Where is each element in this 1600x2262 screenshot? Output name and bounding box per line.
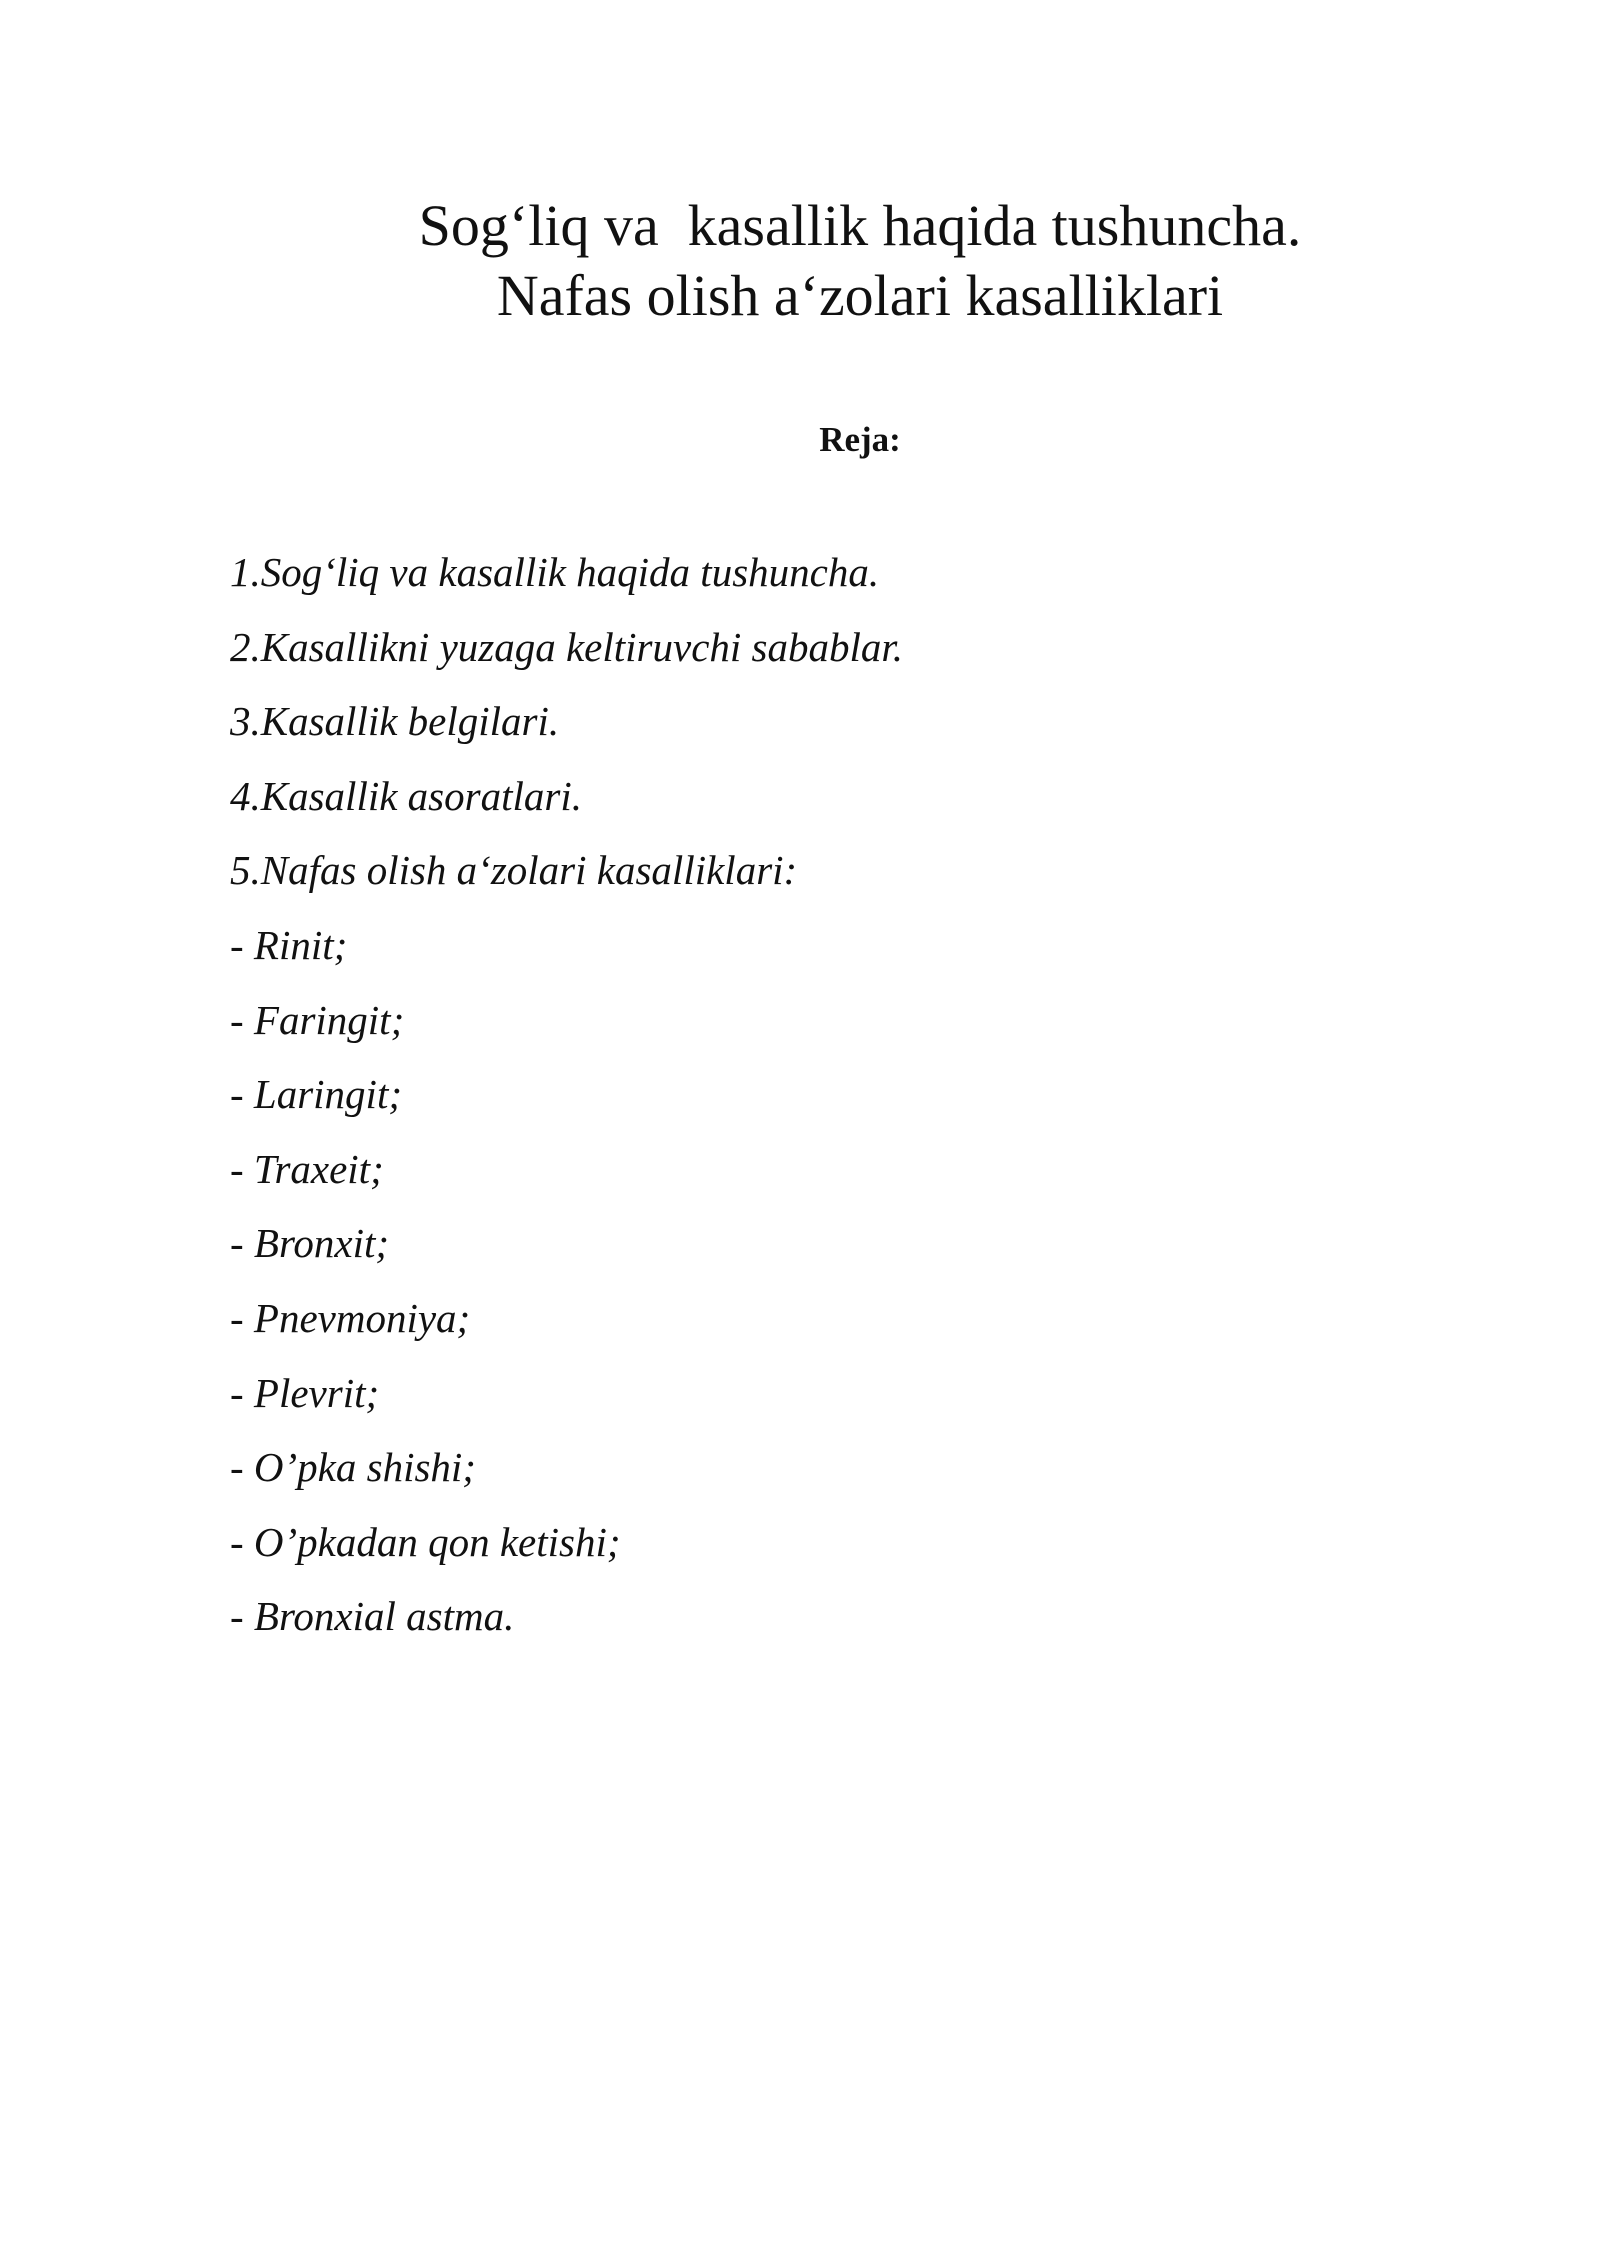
plan-subitem-opkadan-qon-ketishi: - O’pkadan qon ketishi;: [230, 1518, 621, 1565]
plan-item-4: 4.Kasallik asoratlari.: [230, 772, 582, 819]
plan-subitem-rinit: - Rinit;: [230, 921, 348, 968]
plan-subitem-bronxit: - Bronxit;: [230, 1220, 390, 1267]
plan-item-1: 1.Sog‘liq va kasallik haqida tushuncha.: [230, 549, 880, 595]
plan-subitem-opka-shishi: - O’pka shishi;: [230, 1444, 476, 1491]
document-title: [350, 191, 1370, 331]
plan-subitem-bronxial-astma: - Bronxial astma.: [230, 1593, 515, 1640]
plan-subitem-pnevmoniya: - Pnevmoniya;: [230, 1294, 471, 1341]
plan-subitem-laringit: - Laringit;: [230, 1071, 402, 1118]
plan-heading: Reja:: [819, 420, 901, 459]
plan-list: [230, 547, 1330, 1666]
plan-item-2: 2.Kasallikni yuzaga keltiruvchi sabablar.: [230, 623, 904, 670]
title-line-2: Nafas olish a‘zolari kasalliklari: [496, 262, 1224, 328]
title-line-1: Sog‘liq va kasallik haqida tushuncha.: [418, 192, 1302, 258]
plan-subitem-faringit: - Faringit;: [230, 996, 405, 1043]
plan-item-3: 3.Kasallik belgilari.: [230, 698, 560, 745]
plan-subitem-plevrit: - Plevrit;: [230, 1369, 380, 1416]
plan-subitem-traxeit: - Traxeit;: [230, 1145, 384, 1192]
plan-item-5: 5.Nafas olish a‘zolari kasalliklari:: [230, 847, 798, 894]
